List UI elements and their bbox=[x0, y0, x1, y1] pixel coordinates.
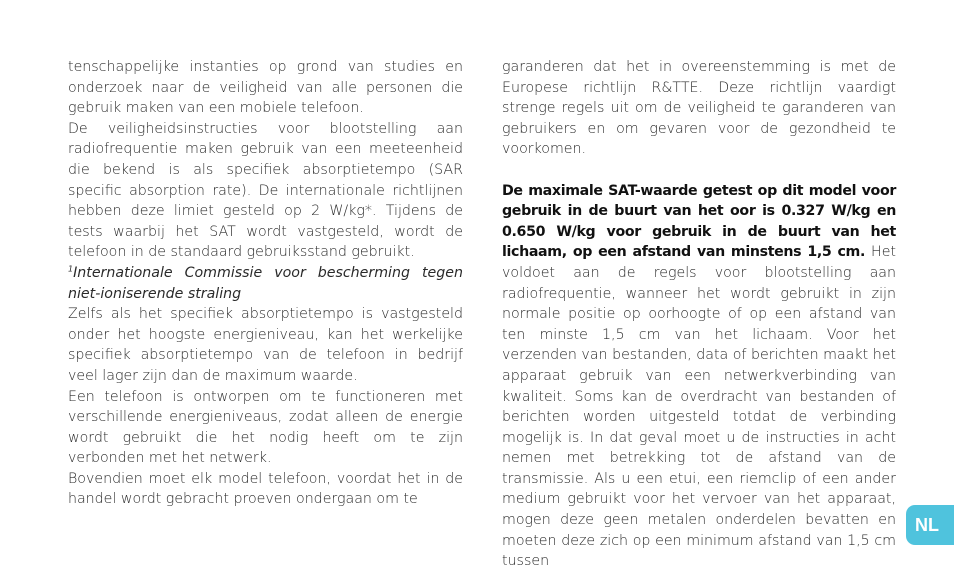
right-column bbox=[502, 57, 896, 572]
paragraph-intro-continuation: tenschappelijke instanties op grond van studies en onderzoek naar de veiligheid van alle personen die gebruik maken van een mobiele telefoon. bbox=[68, 59, 463, 117]
footnote-text: Internationale Commissie voor bescherming tegen niet-ioniserende straling bbox=[68, 264, 463, 302]
paragraph-highest-energy-level: Zelfs als het specifiek absorptietempo is vastgesteld onder het hoogste energieniveau, kan het werkelijke specifiek absorptietempo van de telefoon in bedrijf veel lager zijn dan de maximum waarde. bbox=[68, 306, 463, 384]
footnote bbox=[68, 263, 463, 304]
paragraph-rtte-directive: garanderen dat het in overeenstemming is met de Europese richtlijn R&TTE. Deze richtlijn vaardigt strenge regels uit om de veiligheid te garanderen van gebruikers en om gevaren voor de gezondheid te voorkomen. bbox=[502, 59, 896, 158]
max-sat-value-statement: De maximale SAT-waarde getest op dit model voor gebruik in de buurt van het oor is 0.327 W/kg en 0.650 W/kg voor gebruik in de buurt van het lichaam, op een afstand van minstens 1,5 cm. bbox=[502, 182, 896, 261]
radiofrequency-compliance-text: Het voldoet aan de regels voor blootstelling aan radiofrequentie, wanneer het wordt gebruikt in zijn normale positie op oorhoogte of op een afstand van ten minste 1,5 cm van het lichaam. Voor het verzenden van bestanden, data of berichten maakt het apparaat gebruik van een netwerkverbinding van kwaliteit. Soms kan de overdracht van bestanden of berichten worden uitgesteld totdat de verbinding mogelijk is. In dat geval moet u de instructies in acht nemen met betrekking tot de afstand van de transmissie. Als u een etui, een riemclip of een ander medium gebruikt voor het vervoer van het apparaat, mogen deze geen metalen onderdelen bevatten en moeten deze zich op een minimum afstand van 1,5 cm tussen bbox=[502, 244, 896, 570]
paragraph-sar-definition: De veiligheidsinstructies voor blootstelling aan radiofrequentie maken gebruik van een meeteenheid die bekend is als specifiek absorptietempo (SAR specific absorption rate). De internationale richtlijnen hebben deze limiet gesteld op 2 W/kg*. Tijdens de tests waarbij het SAT wordt vastgesteld, wordt de telefoon in de standaard gebruiksstand gebruikt. bbox=[68, 120, 463, 261]
language-tab-nl[interactable]: NL bbox=[906, 505, 954, 545]
left-column bbox=[68, 57, 463, 510]
paragraph-max-sat-value bbox=[502, 181, 896, 572]
footnote-marker: 1 bbox=[68, 264, 74, 274]
paragraph-model-testing: Bovendien moet elk model telefoon, voordat het in de handel wordt gebracht proeven ondergaan om te bbox=[68, 470, 463, 508]
paragraph-energy-levels: Een telefoon is ontworpen om te functioneren met verschillende energieniveaus, zodat alleen de energie wordt gebruikt die het nodig heeft om te zijn verbonden met het netwerk. bbox=[68, 388, 463, 467]
